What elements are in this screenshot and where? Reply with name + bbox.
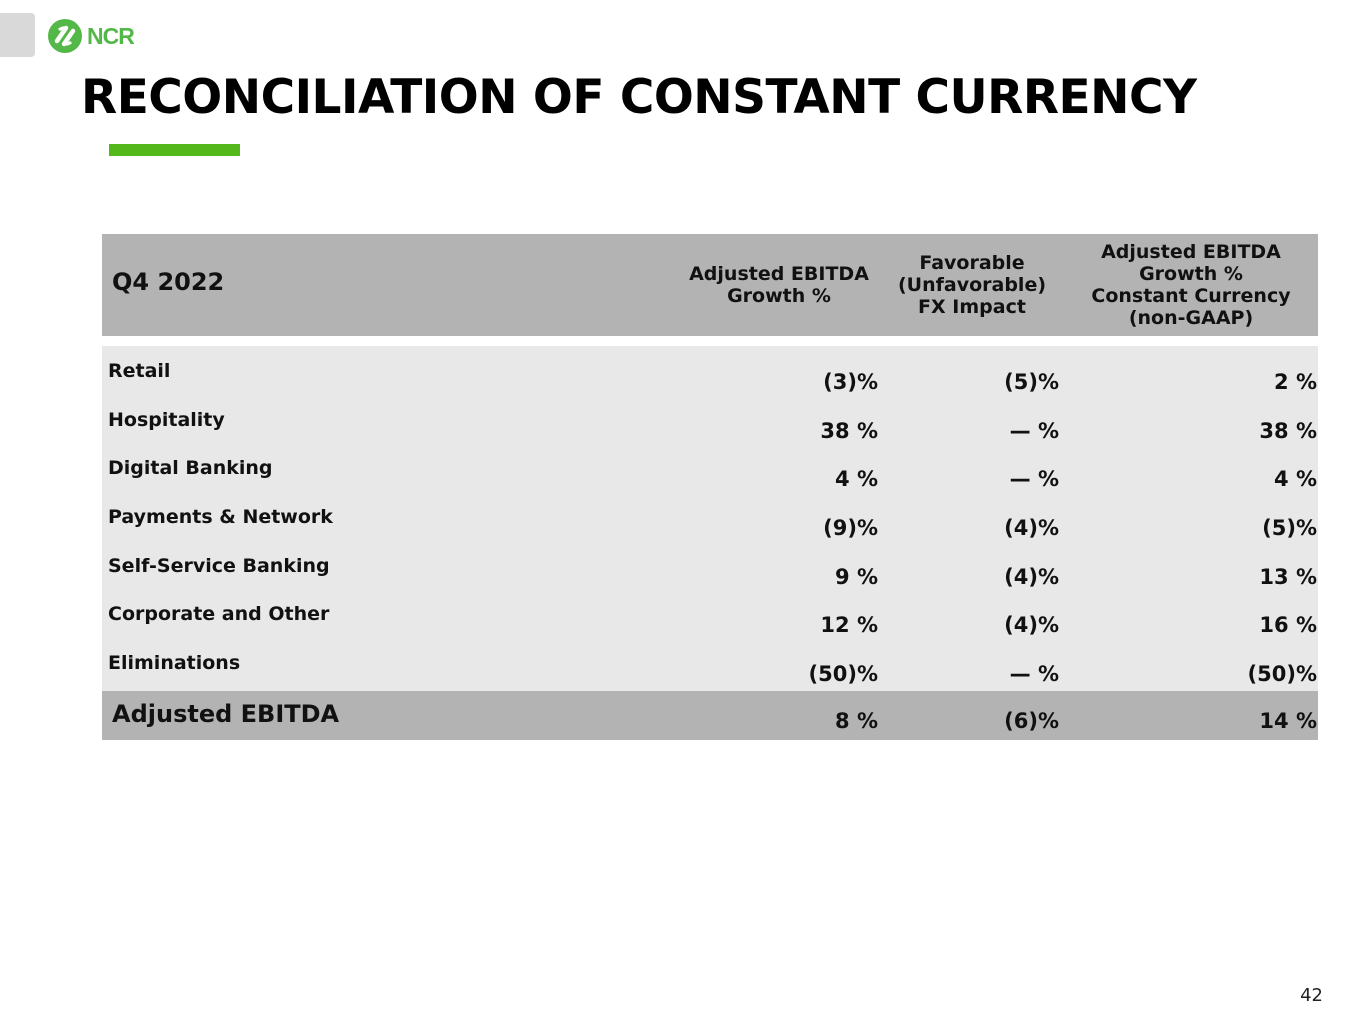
growth-value: 4 %	[835, 467, 878, 492]
table-row	[102, 447, 1318, 496]
growth-value: (50)%	[808, 662, 878, 687]
row-label: Digital Banking	[108, 457, 273, 480]
reconciliation-table	[102, 234, 1318, 740]
column-header-constant-currency: Adjusted EBITDA Growth % Constant Currency (non-GAAP)	[1091, 241, 1291, 329]
constant-currency-value: (5)%	[1262, 516, 1317, 541]
growth-value: 38 %	[820, 418, 878, 443]
total-constant-currency-value: 14 %	[1259, 708, 1317, 733]
growth-value: (9)%	[823, 516, 878, 541]
constant-currency-value: 2 %	[1274, 370, 1317, 394]
constant-currency-value: 13 %	[1259, 564, 1317, 589]
growth-value: 9 %	[835, 564, 878, 589]
total-growth-value: 8 %	[835, 708, 878, 733]
row-label: Corporate and Other	[108, 603, 330, 626]
header-gap	[102, 336, 1318, 346]
row-label: Retail	[108, 360, 171, 382]
total-row	[102, 691, 1318, 740]
table-row	[102, 350, 1318, 399]
fx-impact-value: (5)%	[1004, 370, 1059, 394]
title-underline	[109, 144, 240, 156]
row-label: Self-Service Banking	[108, 554, 330, 577]
page-number: 42	[1300, 985, 1323, 1006]
table-header	[102, 234, 1318, 336]
constant-currency-value: 4 %	[1274, 467, 1317, 492]
period-label: Q4 2022	[112, 268, 225, 296]
fx-impact-value: — %	[1009, 662, 1059, 687]
constant-currency-value: 16 %	[1259, 613, 1317, 638]
table-row	[102, 496, 1318, 545]
fx-impact-value: (4)%	[1004, 516, 1059, 541]
constant-currency-value: 38 %	[1259, 418, 1317, 443]
row-label: Payments & Network	[108, 506, 333, 529]
page-title: RECONCILIATION OF CONSTANT CURRENCY	[81, 70, 1197, 125]
table-row	[102, 545, 1318, 594]
table-row	[102, 593, 1318, 642]
column-header-fx-impact: Favorable (Unfavorable) FX Impact	[897, 252, 1047, 318]
brand-logo	[46, 17, 134, 55]
column-header-growth: Adjusted EBITDA Growth %	[689, 263, 869, 307]
growth-value: (3)%	[823, 370, 878, 394]
growth-value: 12 %	[820, 613, 878, 638]
total-label: Adjusted EBITDA	[112, 699, 340, 728]
ncr-logo-icon	[46, 17, 84, 55]
row-label: Hospitality	[108, 408, 225, 431]
fx-impact-value: (4)%	[1004, 564, 1059, 589]
table-body	[102, 346, 1318, 691]
brand-name: NCR	[87, 22, 134, 49]
table-row	[102, 642, 1318, 691]
row-label: Eliminations	[108, 652, 241, 675]
table-row	[102, 399, 1318, 448]
fx-impact-value: — %	[1009, 467, 1059, 492]
corner-tab	[0, 13, 35, 57]
constant-currency-value: (50)%	[1247, 662, 1317, 687]
fx-impact-value: — %	[1009, 418, 1059, 443]
fx-impact-value: (4)%	[1004, 613, 1059, 638]
total-fx-impact-value: (6)%	[1004, 708, 1059, 733]
